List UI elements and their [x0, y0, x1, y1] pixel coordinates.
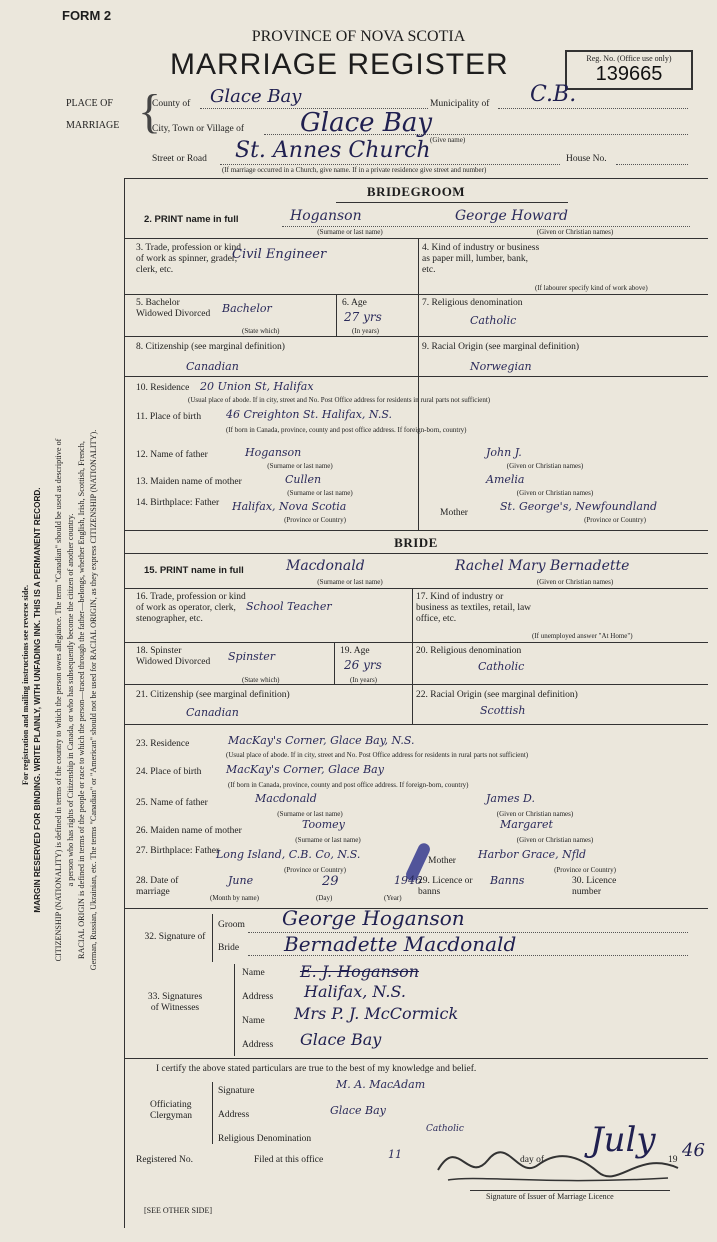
bride-in-years: (In years) — [350, 676, 378, 684]
groom-mother-label: 13. Maiden name of mother — [136, 477, 242, 487]
groom-bp-mother-sub: (Province or Country) — [584, 516, 646, 524]
bride-name-label: 15. PRINT name in full — [144, 565, 244, 576]
give-name-hint: (Give name) — [430, 136, 466, 144]
place-of-label: PLACE OF — [66, 98, 113, 109]
w2-address-label: Address — [242, 1040, 274, 1050]
bride-father-label: 25. Name of father — [136, 798, 208, 808]
bride-trade-label: 16. Trade, profession or kind of work as operator, clerk, stenographer, etc. — [136, 592, 246, 624]
bride-bp-mother: Harbor Grace, Nfld — [478, 848, 587, 861]
bride-citizenship: Canadian — [186, 706, 239, 719]
groom-name-label — [144, 215, 239, 226]
licence-number-label: 30. Licence number — [572, 876, 617, 897]
groom-birthplace-label: 14. Birthplace: Father — [136, 498, 220, 508]
house-label: House No. — [566, 154, 607, 164]
bride-signature: Bernadette Macdonald — [284, 932, 517, 956]
clergy-signature: M. A. MacAdam — [336, 1078, 426, 1091]
province-heading: PROVINCE OF NOVA SCOTIA — [251, 28, 466, 45]
clergy-religion: Catholic — [426, 1124, 464, 1134]
marriage-month: June — [228, 874, 254, 887]
bride-residence-label: 23. Residence — [136, 739, 190, 749]
filed-month: July — [590, 1120, 656, 1160]
bride-sig-line — [248, 955, 688, 956]
groom-age: 27 yrs — [344, 310, 382, 324]
groom-father-given-sub: (Given or Christian names) — [506, 462, 584, 470]
bride-mother-surname: Toomey — [302, 818, 345, 831]
day-of-label: day of — [520, 1155, 545, 1165]
reg-number-label: Reg. No. (Office use only) — [586, 54, 672, 63]
bride-age: 26 yrs — [344, 658, 382, 672]
groom-bp-mother: St. George's, Newfoundland — [500, 500, 657, 513]
groom-industry-sub: (If labourer specify kind of work above) — [535, 284, 648, 292]
bride-father-surname: Macdonald — [255, 792, 317, 805]
bride-age-label: 19. Age — [340, 646, 370, 656]
county-value: Glace Bay — [210, 86, 302, 107]
year-prefix: 19 — [668, 1155, 678, 1165]
clergy-signature-label: Signature — [218, 1086, 255, 1096]
bride-industry-sub: (If unemployed answer "At Home") — [532, 632, 633, 640]
groom-bp-father: Halifax, Nova Scotia — [232, 500, 347, 513]
city-value: Glace Bay — [300, 108, 433, 138]
bride-given: Rachel Mary Bernadette — [455, 558, 630, 574]
marriage-label: MARRIAGE — [66, 120, 120, 131]
bride-status: Spinster — [228, 650, 276, 663]
street-label: Street or Road — [152, 154, 207, 164]
groom-father-given: John J. — [486, 446, 522, 459]
registered-label: Registered No. — [136, 1155, 193, 1165]
groom-mother-surname-sub: (Surname or last name) — [287, 489, 353, 497]
marriage-day: 29 — [322, 874, 339, 889]
issuer-signature-label: Signature of Issuer of Marriage Licence — [486, 1192, 614, 1201]
groom-mother-given: Amelia — [486, 473, 525, 486]
bride-status-label: 18. Spinster Widowed Divorced — [136, 646, 211, 667]
bride-mother-surname-sub: (Surname or last name) — [295, 836, 361, 844]
bride-religion-label: 20. Religious denomination — [416, 646, 522, 656]
bride-mother-given: Margaret — [500, 818, 553, 831]
month-sub: (Month by name) — [210, 894, 259, 902]
margin-instructions — [20, 185, 99, 1215]
filed-day: 11 — [388, 1148, 402, 1161]
bride-mother-word: Mother — [428, 856, 456, 866]
groom-birth-label: 11. Place of birth — [136, 412, 202, 422]
groom-industry-label: 4. Kind of industry or business as paper mill, lumber, bank, etc. — [422, 243, 540, 275]
bridegroom-heading: BRIDEGROOM — [366, 184, 466, 199]
w2-name: Mrs P. J. McCormick — [294, 1004, 459, 1023]
groom-citizenship-label: 8. Citizenship (see marginal definition) — [136, 342, 285, 352]
groom-mother-word: Mother — [440, 508, 468, 518]
groom-surname-sub: (Surname or last name) — [317, 228, 383, 236]
reg-number: 139665 — [595, 63, 663, 85]
bride-father-surname-sub: (Surname or last name) — [277, 810, 343, 818]
groom-given: George Howard — [455, 208, 568, 224]
groom-name-print: 2. PRINT name in full — [144, 214, 239, 225]
signature-of-label: 32. Signature of — [144, 932, 206, 942]
filed-year: 46 — [682, 1140, 705, 1161]
marriage-year: 1946 — [394, 874, 422, 887]
bride-state-which: (State which) — [242, 676, 280, 684]
certify-text: I certify the above stated particulars are true to the best of my knowledge and belief. — [156, 1064, 477, 1074]
municipality-label: Municipality of — [430, 99, 490, 109]
groom-father-label: 12. Name of father — [136, 450, 208, 460]
bride-bp-father-sub: (Province or Country) — [284, 866, 346, 874]
groom-trade-label: 3. Trade, profession or kind of work as spinner, grader, clerk, etc. — [136, 243, 242, 275]
margin-line-4: a person who has rights of Citizenship in Canada, or who has subsequently become the citizen of another country. — [65, 513, 75, 887]
groom-mother-surname: Cullen — [285, 473, 322, 486]
w1-address: Halifax, N.S. — [304, 982, 406, 1001]
bride-birth-label: 24. Place of birth — [136, 767, 202, 777]
bride-citizenship-label: 21. Citizenship (see marginal definition) — [136, 690, 290, 700]
margin-line-6: German, Russian, Ukrainian, etc. The terms "Canadian" or "American" should not be used for RACIAL ORIGIN, as they express CITIZENSHIP (NATIONALITY). — [88, 429, 98, 971]
groom-birth: 46 Creighton St. Halifax, N.S. — [226, 408, 392, 421]
margin-line-5: RACIAL ORIGIN is defined in terms of the people or race to which the person—traced through the father—belongs, whether English, Irish, Scottish, French, — [77, 441, 86, 959]
bride-father-given-sub: (Given or Christian names) — [496, 810, 574, 818]
year-sub: (Year) — [384, 894, 402, 902]
clergy-address-label: Address — [218, 1110, 250, 1120]
brace-glyph: { — [138, 85, 162, 138]
margin-line-3: CITIZENSHIP (NATIONALITY) is defined in terms of the country to which the person owes allegiance. The term "Canadian" should be used as descriptive of — [54, 438, 63, 962]
groom-residence-label: 10. Residence — [136, 383, 190, 393]
groom-racial-label: 9. Racial Origin (see marginal definition) — [422, 342, 580, 352]
groom-racial: Norwegian — [470, 360, 532, 373]
bride-word: Bride — [218, 943, 240, 953]
see-other-side: [SEE OTHER SIDE] — [144, 1206, 212, 1215]
groom-age-label: 6. Age — [342, 298, 367, 308]
church-note: (If marriage occurred in a Church, give name. If in a private residence give street and number) — [222, 166, 487, 174]
bride-birth: MacKay's Corner, Glace Bay — [226, 763, 384, 776]
w1-name-label: Name — [242, 968, 265, 978]
clergy-religion-label: Religious Denomination — [218, 1134, 312, 1144]
groom-residence-sub: (Usual place of abode. If in city, street and No. Post Office address for residents in rural parts not sufficient) — [188, 396, 491, 404]
groom-birth-sub: (If born in Canada, province, county and post office address. If foreign-born, country) — [226, 426, 467, 434]
city-label: City, Town or Village of — [152, 124, 244, 134]
street-line — [220, 164, 560, 165]
bride-industry-label: 17. Kind of industry or business as textiles, retail, law office, etc. — [416, 592, 532, 624]
house-line — [616, 164, 688, 165]
officiating-label: Officiating Clergyman — [150, 1100, 193, 1121]
w1-address-label: Address — [242, 992, 274, 1002]
groom-state-which: (State which) — [242, 327, 280, 335]
groom-word: Groom — [218, 920, 245, 930]
groom-given-sub: (Given or Christian names) — [536, 228, 614, 236]
bride-racial-label: 22. Racial Origin (see marginal definition) — [416, 690, 578, 700]
bride-religion: Catholic — [478, 660, 525, 673]
filed-label: Filed at this office — [254, 1155, 324, 1165]
street-value: St. Annes Church — [235, 138, 431, 163]
issuer-signature-scrawl — [428, 1130, 698, 1192]
groom-status: Bachelor — [222, 302, 272, 315]
bride-racial: Scottish — [480, 704, 526, 717]
groom-residence: 20 Union St, Halifax — [200, 380, 314, 393]
date-label: 28. Date of marriage — [136, 876, 179, 897]
groom-religion-label: 7. Religious denomination — [422, 298, 523, 308]
groom-father-surname: Hoganson — [245, 446, 302, 459]
groom-father-surname-sub: (Surname or last name) — [267, 462, 333, 470]
bride-birthplace-label: 27. Birthplace: Father — [136, 846, 220, 856]
margin-line-2: MARGIN RESERVED FOR BINDING. WRITE PLAINLY, WITH UNFADING INK. THIS IS A PERMANENT RECORD. — [32, 487, 42, 913]
bride-mother-given-sub: (Given or Christian names) — [516, 836, 594, 844]
groom-name-line — [282, 226, 690, 227]
groom-mother-given-sub: (Given or Christian names) — [516, 489, 594, 497]
bride-heading: BRIDE — [394, 535, 438, 550]
w1-name: E. J. Hoganson — [300, 962, 420, 981]
bride-bp-father: Long Island, C.B. Co, N.S. — [216, 848, 361, 861]
groom-trade: Civil Engineer — [232, 247, 327, 262]
bride-father-given: James D. — [486, 792, 535, 805]
licence-value: Banns — [490, 874, 525, 887]
groom-religion: Catholic — [470, 314, 517, 327]
clergy-address: Glace Bay — [330, 1104, 386, 1117]
bride-mother-label: 26. Maiden name of mother — [136, 826, 242, 836]
margin-line-1: For registration and mailing instructions see reverse side. — [21, 584, 30, 786]
licence-label: 29. Licence or banns — [418, 876, 473, 897]
form-number: FORM 2 — [62, 8, 112, 23]
bride-trade: School Teacher — [246, 600, 332, 613]
groom-citizenship: Canadian — [186, 360, 239, 373]
w2-name-label: Name — [242, 1016, 265, 1026]
groom-surname: Hoganson — [290, 208, 362, 224]
municipality-value: C.B. — [530, 82, 577, 107]
bride-bp-mother-sub: (Province or Country) — [554, 866, 616, 874]
groom-in-years: (In years) — [352, 327, 380, 335]
page-title: MARRIAGE REGISTER — [170, 48, 509, 81]
groom-signature: George Hoganson — [282, 906, 465, 930]
bride-residence: MacKay's Corner, Glace Bay, N.S. — [228, 734, 415, 747]
reg-number-box — [565, 50, 693, 90]
bride-given-sub: (Given or Christian names) — [536, 578, 614, 586]
groom-bp-father-sub: (Province or Country) — [284, 516, 346, 524]
bride-surname: Macdonald — [286, 558, 365, 574]
w2-address: Glace Bay — [300, 1030, 382, 1049]
witness-label: 33. Signatures of Witnesses — [147, 992, 203, 1013]
bride-birth-sub: (If born in Canada, province, county and post office address. If foreign-born, country) — [228, 781, 469, 789]
groom-status-label: 5. Bachelor Widowed Divorced — [136, 298, 211, 319]
county-label: County of — [152, 99, 191, 109]
bride-residence-sub: (Usual place of abode. If in city, street and No. Post Office address for residents in rural parts not sufficient) — [226, 751, 529, 759]
municipality-line — [498, 108, 688, 109]
bride-surname-sub: (Surname or last name) — [317, 578, 383, 586]
day-sub: (Day) — [316, 894, 333, 902]
